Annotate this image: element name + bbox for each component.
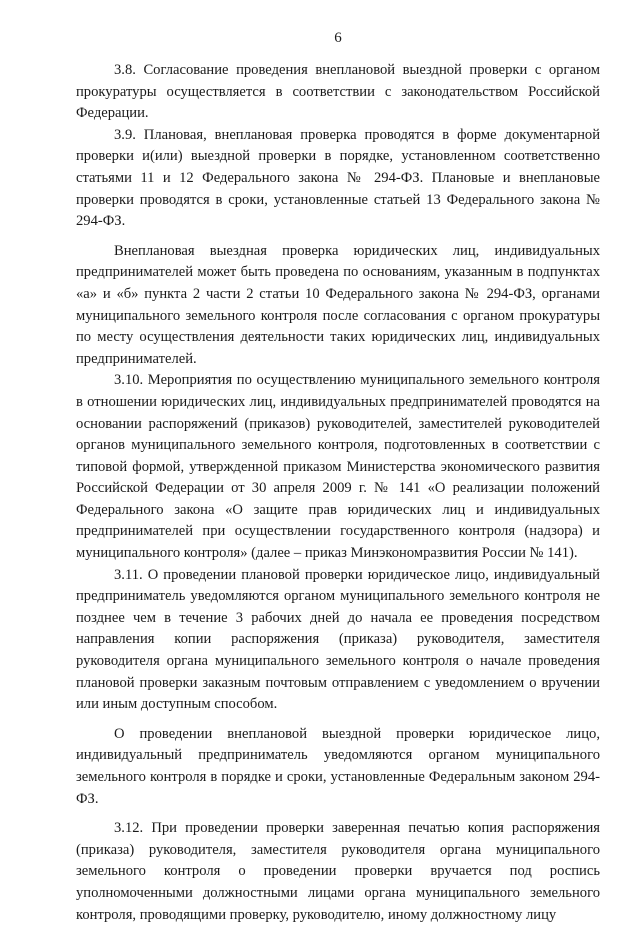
paragraph-unplanned-notification: О проведении внеплановой выездной проверки юридическое лицо, индивидуальный предприниматель уведомляются органом муниципального земельного контроля в порядке и сроки, установленные Федеральным законом 294-ФЗ.	[76, 725, 600, 807]
page-number: 6	[334, 30, 342, 46]
paragraph-3-8: 3.8. Согласование проведения внеплановой выездной проверки с органом прокуратуры осуществляется в соответствии с законодательством Российской Федерации.	[76, 62, 600, 122]
paragraph-3-12: 3.12. При проведении проверки заверенная печатью копия распоряжения (приказа) руководителя, заместителя руководителя органа муниципального земельного контроля о проведении проверки вручается под роспись уполномоченными должностными лицами органа муниципального земельного контроля, проводящими проверку, руководителю, иному должностному лицу	[76, 820, 600, 923]
paragraph-3-11: 3.11. О проведении плановой проверки юридическое лицо, индивидуальный предприниматель уведомляются органом муниципального земельного контроля не позднее чем в течение 3 рабочих дней до начала ее проведения посредством направления копии распоряжения (приказа) руководителя, заместителя руководителя органа муниципального земельного контроля о начале проведения плановой проверки заказным почтовым отправлением с уведомлением о вручении или иным доступным способом.	[76, 566, 600, 713]
paragraph-unplanned-inspection: Внеплановая выездная проверка юридических лиц, индивидуальных предпринимателей может быть проведена по основаниям, указанным в подпунктах «а» и «б» пункта 2 части 2 статьи 10 Федерального закона № 294-ФЗ, органами муниципального земельного контроля после согласования с органом прокуратуры по месту осуществления деятельности таких юридических лиц, индивидуальных предпринимателей.	[76, 242, 600, 367]
paragraph-3-10: 3.10. Мероприятия по осуществлению муниципального земельного контроля в отношении юридических лиц, индивидуальных предпринимателей проводятся на основании распоряжений (приказов) руководителей, заместителей руководителей органов муниципального земельного контроля, подготовленных в соответствии с типовой формой, утвержденной приказом Министерства экономического развития Российской Федерации от 30 апреля 2009 г. № 141 «О реализации положений Федерального закона «О защите прав юридических лиц и индивидуальных предпринимателей при осуществлении государственного контроля (надзора) и муниципального контроля» (далее – приказ Минэкономразвития России № 141).	[76, 372, 600, 562]
paragraph-3-9: 3.9. Плановая, внеплановая проверка проводятся в форме документарной проверки и(или) выездной проверки в порядке, установленном соответственно статьями 11 и 12 Федерального закона № 294-ФЗ. Плановые и внеплановые проверки проводятся в сроки, установленные статьей 13 Федерального закона № 294-ФЗ.	[76, 126, 600, 230]
document-page	[76, 28, 600, 926]
